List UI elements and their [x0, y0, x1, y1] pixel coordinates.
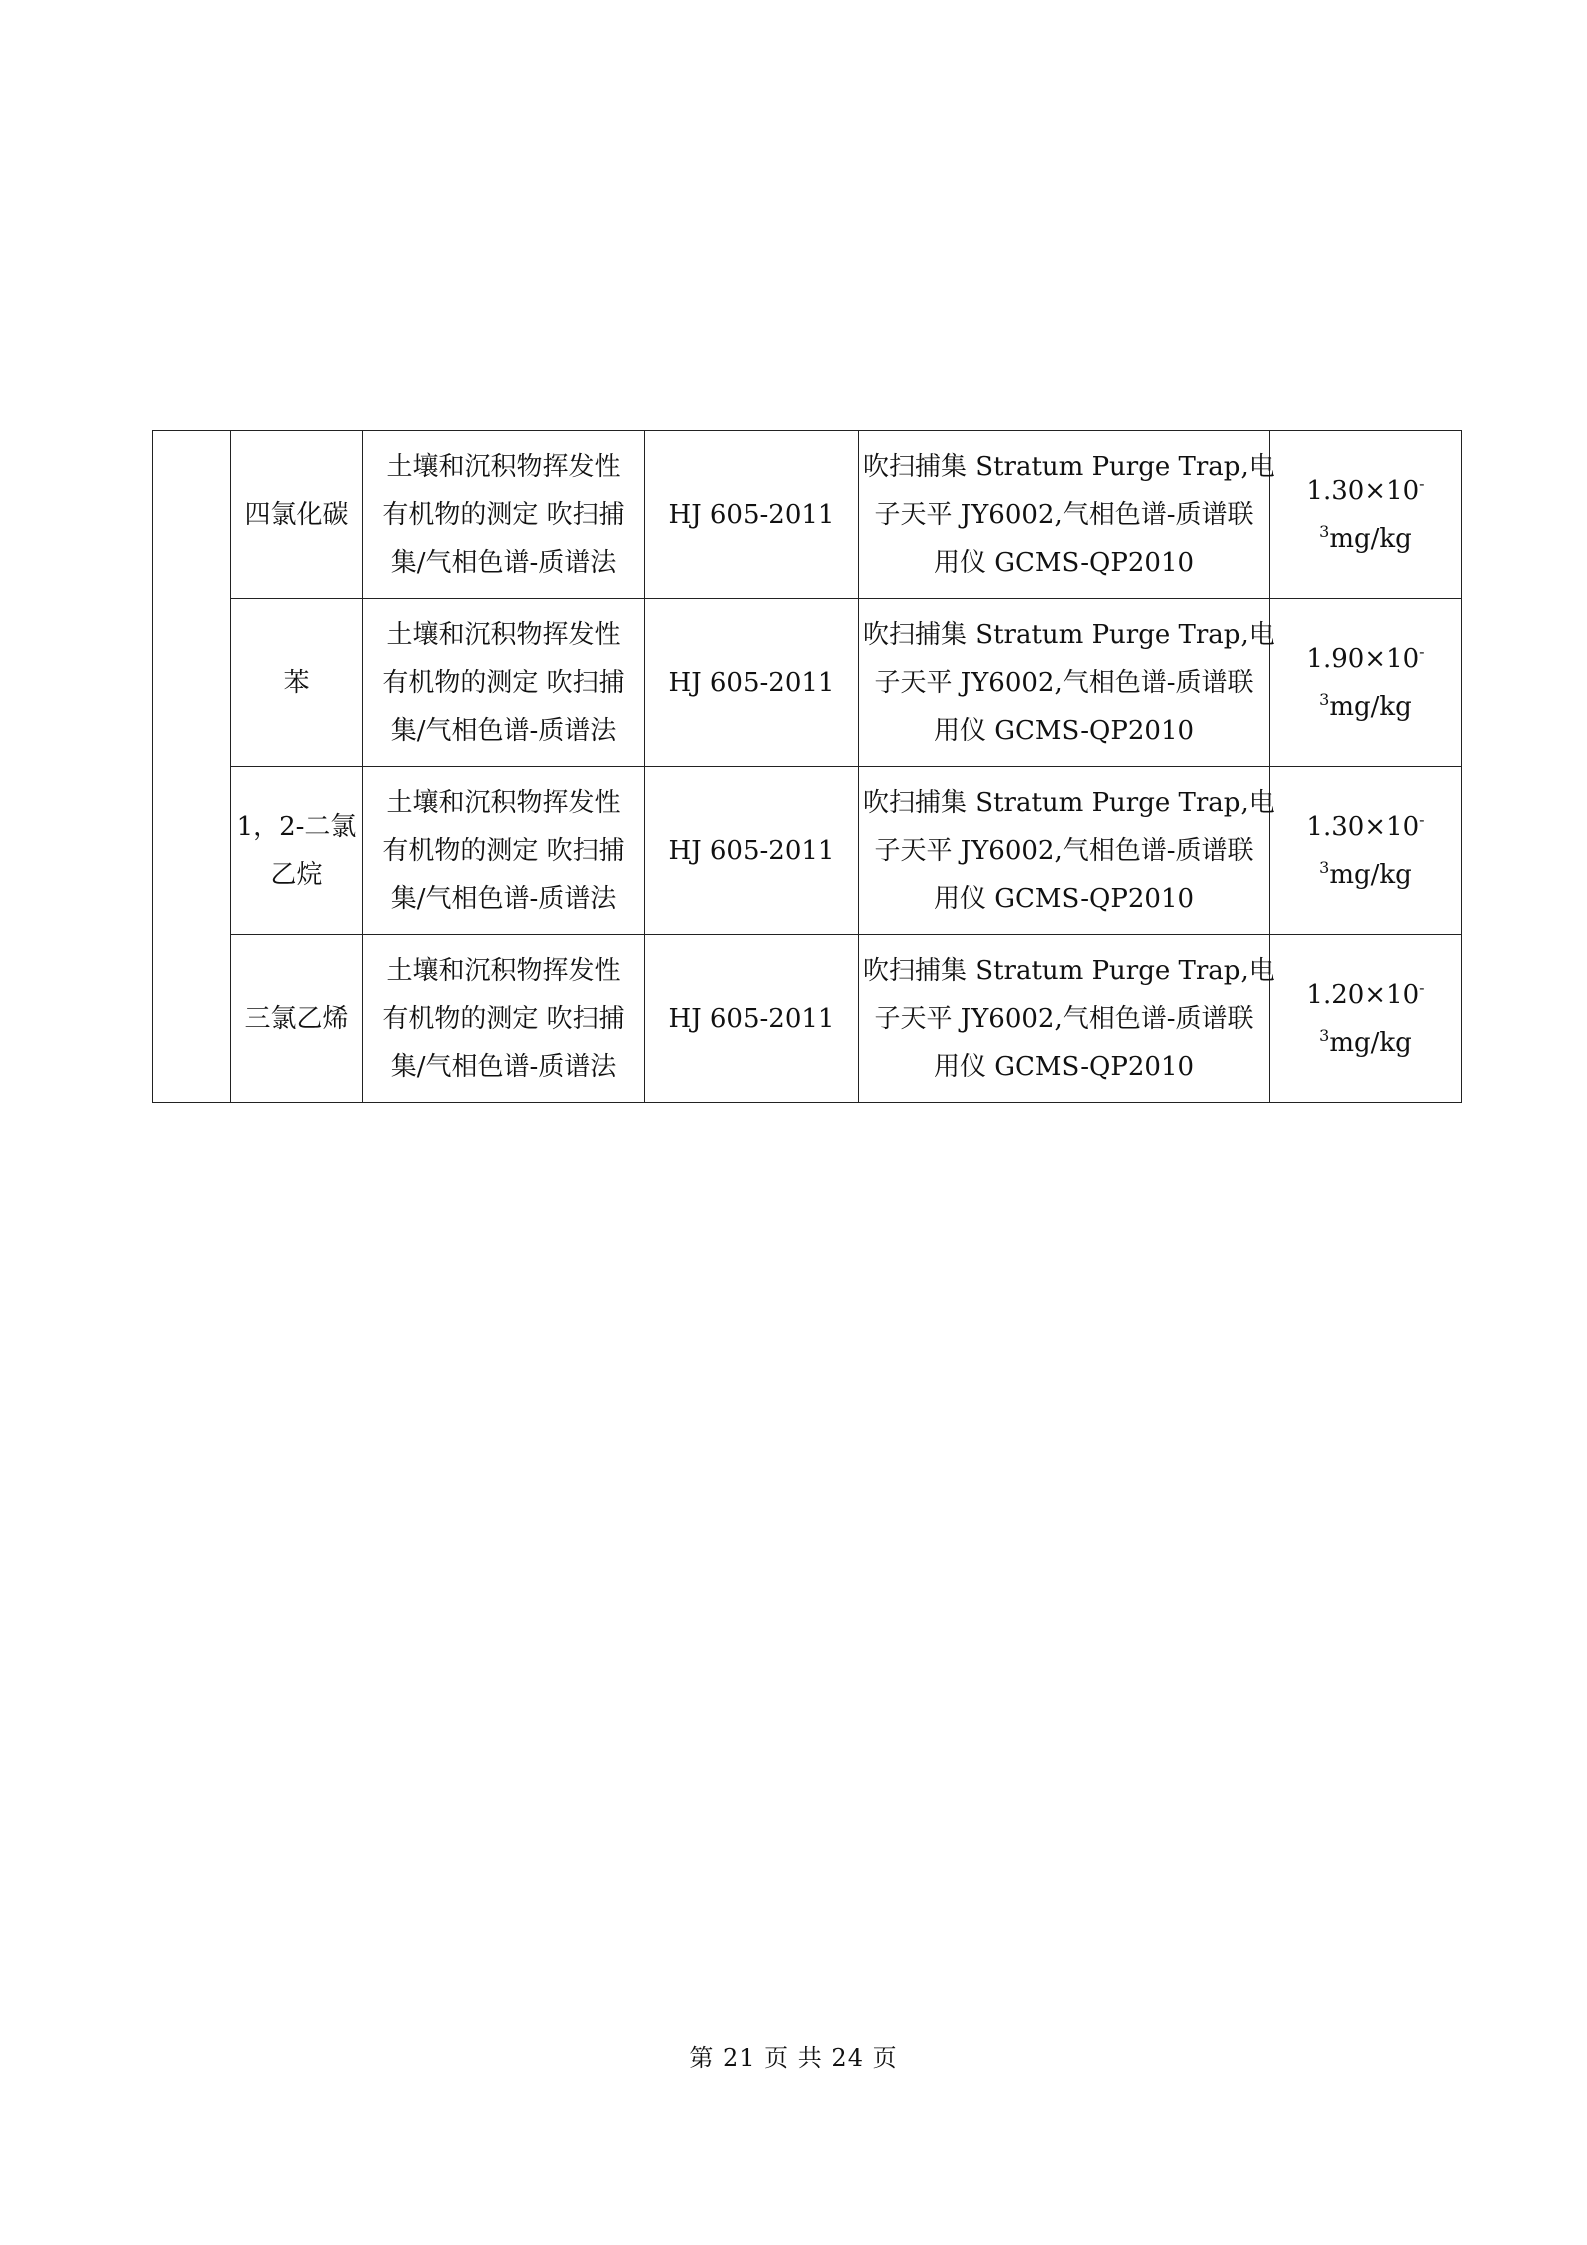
equipment-line: 用仪 GCMS-QP2010 [933, 547, 1195, 578]
item-cell: 1，2-二氯乙烷 [231, 767, 363, 935]
method-line: 有机物的测定 吹扫捕 [382, 835, 625, 866]
equipment-line: 用仪 GCMS-QP2010 [933, 715, 1195, 746]
method-line: 集/气相色谱-质谱法 [390, 547, 617, 578]
equipment-line: 用仪 GCMS-QP2010 [933, 1051, 1195, 1082]
equipment-line: 子天平 JY6002,气相色谱-质谱联 [874, 499, 1254, 530]
equipment-cell [859, 935, 1275, 1103]
detection-limit-cell: $1.20\times 10^{-3}mg/kg$ [1270, 935, 1462, 1103]
equipment-line: 子天平 JY6002,气相色谱-质谱联 [874, 667, 1254, 698]
table-row [153, 599, 1462, 767]
table-row [153, 767, 1462, 935]
equipment-line: 子天平 JY6002,气相色谱-质谱联 [874, 835, 1254, 866]
page-number-footer: 第 21 页 共 24 页 [689, 2044, 898, 2072]
detection-limit-cell: $1.30\times 10^{-3}mg/kg$ [1270, 431, 1462, 599]
method-line: 土壤和沉积物挥发性 [386, 787, 621, 818]
item-cell: 四氯化碳 [231, 431, 363, 599]
equipment-cell [859, 767, 1275, 935]
table-row [153, 431, 1462, 599]
equipment-line: 吹扫捕集 Stratum Purge Trap,电 [863, 451, 1275, 482]
method-cell [363, 935, 645, 1103]
table-row [153, 935, 1462, 1103]
method-line: 有机物的测定 吹扫捕 [382, 499, 625, 530]
standard-cell: HJ 605-2011 [645, 767, 859, 935]
method-cell [363, 767, 645, 935]
equipment-cell [859, 599, 1275, 767]
method-line: 土壤和沉积物挥发性 [386, 619, 621, 650]
equipment-cell [859, 431, 1275, 599]
test-method-table [152, 430, 1462, 1103]
method-cell [363, 431, 645, 599]
method-line: 集/气相色谱-质谱法 [390, 1051, 617, 1082]
standard-cell: HJ 605-2011 [645, 599, 859, 767]
method-line: 土壤和沉积物挥发性 [386, 955, 621, 986]
detection-limit-cell: $1.90\times 10^{-3}mg/kg$ [1270, 599, 1462, 767]
equipment-line: 吹扫捕集 Stratum Purge Trap,电 [863, 619, 1275, 650]
method-line: 有机物的测定 吹扫捕 [382, 667, 625, 698]
category-cell [153, 431, 231, 1103]
equipment-line: 吹扫捕集 Stratum Purge Trap,电 [863, 787, 1275, 818]
method-line: 有机物的测定 吹扫捕 [382, 1003, 625, 1034]
method-line: 集/气相色谱-质谱法 [390, 715, 617, 746]
equipment-line: 子天平 JY6002,气相色谱-质谱联 [874, 1003, 1254, 1034]
method-line: 土壤和沉积物挥发性 [386, 451, 621, 482]
detection-limit-cell: $1.30\times 10^{-3}mg/kg$ [1270, 767, 1462, 935]
equipment-line: 用仪 GCMS-QP2010 [933, 883, 1195, 914]
equipment-line: 吹扫捕集 Stratum Purge Trap,电 [863, 955, 1275, 986]
item-cell: 苯 [231, 599, 363, 767]
method-line: 集/气相色谱-质谱法 [390, 883, 617, 914]
standard-cell: HJ 605-2011 [645, 431, 859, 599]
item-cell: 三氯乙烯 [231, 935, 363, 1103]
standard-cell: HJ 605-2011 [645, 935, 859, 1103]
method-cell [363, 599, 645, 767]
